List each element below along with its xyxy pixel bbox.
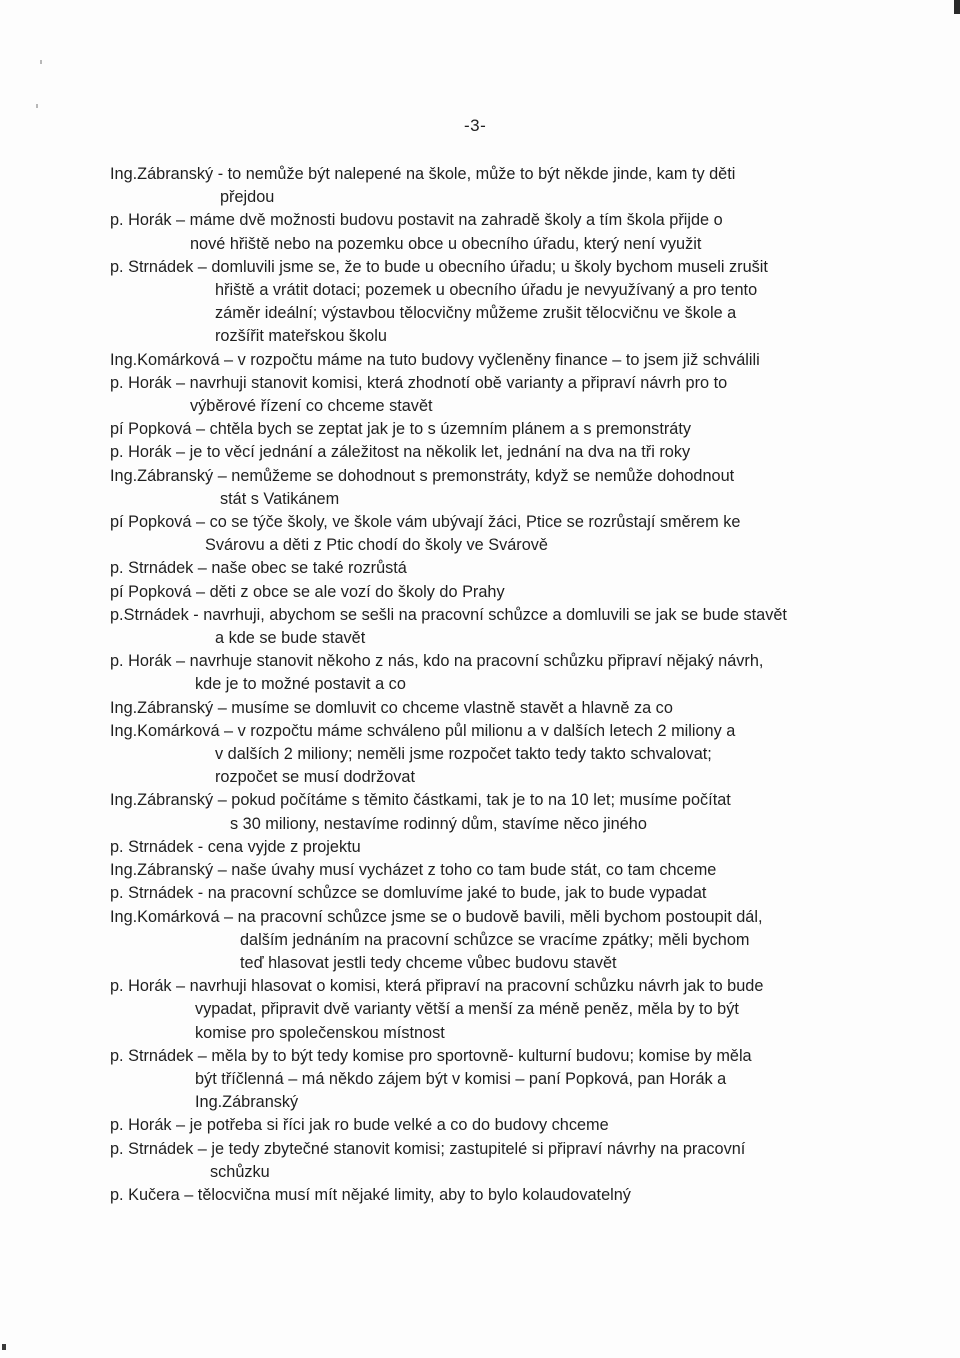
- minutes-entry: [110, 209, 890, 255]
- minutes-entry: [110, 163, 890, 209]
- entry-line-continuation: přejdou: [220, 188, 275, 207]
- scan-speck: [40, 60, 42, 64]
- page-number: -3-: [464, 116, 487, 135]
- minutes-entry: [110, 906, 890, 976]
- entry-line-continuation: záměr ideální; výstavbou tělocvičny můžeme zrušit tělocvičnu ve škole a: [215, 304, 737, 323]
- entry-line-first: pí Popková – chtěla bych se zeptat jak je to s územním plánem a s premonstráty: [110, 420, 691, 439]
- entry-line-first: p. Horák – máme dvě možnosti budovu postavit na zahradě školy a tím škola přijde o: [110, 211, 723, 230]
- entry-line-first: Ing.Zábranský – musíme se domluvit co chceme vlastně stavět a hlavně za co: [110, 698, 673, 717]
- minutes-entry: [110, 349, 890, 372]
- entry-line-first: p. Horák – navrhuji stanovit komisi, která zhodnotí obě varianty a připraví návrh pro to: [110, 373, 728, 392]
- minutes-entry: [110, 697, 890, 720]
- minutes-entry: [110, 418, 890, 441]
- minutes-entry: [110, 720, 890, 790]
- entry-line-continuation: výběrové řízení co chceme stavět: [190, 397, 433, 416]
- entry-line-continuation: teď hlasovat jestli tedy chceme vůbec budovu stavět: [240, 953, 617, 972]
- entry-line-continuation: kde je to možné postavit a co: [195, 675, 406, 694]
- entry-line-first: p. Horák – navrhuji hlasovat o komisi, která připraví na pracovní schůzku návrh jak to bude: [110, 977, 764, 996]
- entry-line-continuation: stát s Vatikánem: [220, 489, 340, 508]
- minutes-entry: [110, 256, 890, 349]
- scan-speck: [36, 104, 38, 108]
- minutes-entry: [110, 465, 890, 511]
- minutes-entry: [110, 882, 890, 905]
- entry-line-continuation: Svárovu a děti z Ptic chodí do školy ve Svárově: [205, 536, 548, 555]
- minutes-entry: [110, 1184, 890, 1207]
- entry-line-first: p. Strnádek – měla by to být tedy komise pro sportovně- kulturní budovu; komise by měla: [110, 1046, 752, 1065]
- minutes-entry: [110, 1045, 890, 1115]
- entry-line-first: p.Strnádek - navrhuji, abychom se sešli na pracovní schůzce a domluvili se jak se bude stavět: [110, 605, 787, 624]
- minutes-entry: [110, 1138, 890, 1184]
- minutes-entry: [110, 604, 890, 650]
- minutes-entry: [110, 836, 890, 859]
- entry-line-first: Ing.Komárková – na pracovní schůzce jsme se o budově bavili, měli bychom postoupit dál,: [110, 907, 763, 926]
- entry-line-first: p. Strnádek – je tedy zbytečné stanovit komisi; zastupitelé si připraví návrhy na pracovní: [110, 1139, 746, 1158]
- entry-line-continuation: dalším jednáním na pracovní schůzce se vracíme zpátky; měli bychom: [240, 930, 750, 949]
- entry-line-first: p. Horák – je potřeba si říci jak ro bude velké a co do budovy chceme: [110, 1116, 609, 1135]
- entry-line-first: Ing.Zábranský – naše úvahy musí vycházet z toho co tam bude stát, co tam chceme: [110, 861, 717, 880]
- entry-line-first: p. Kučera – tělocvična musí mít nějaké limity, aby to bylo kolaudovatelný: [110, 1185, 631, 1204]
- minutes-entry: [110, 650, 890, 696]
- entry-line-continuation: s 30 miliony, nestavíme rodinný dům, stavíme něco jiného: [230, 814, 647, 833]
- minutes-entry: [110, 441, 890, 464]
- entry-line-first: p. Strnádek - cena vyjde z projektu: [110, 837, 361, 856]
- entry-line-continuation: být tříčlenná – má někdo zájem být v komisi – paní Popková, pan Horák a: [195, 1069, 727, 1088]
- entry-line-continuation: rozpočet se musí dodržovat: [215, 768, 415, 787]
- minutes-entry: [110, 581, 890, 604]
- entry-line-first: Ing.Komárková – v rozpočtu máme na tuto budovy vyčleněny finance – to jsem již schválili: [110, 350, 760, 369]
- entry-line-first: pí Popková – co se týče školy, ve škole vám ubývají žáci, Ptice se rozrůstají směrem ke: [110, 513, 741, 532]
- minutes-entry: [110, 789, 890, 835]
- minutes-entry: [110, 1114, 890, 1137]
- entry-line-continuation: komise pro společenskou místnost: [195, 1023, 445, 1042]
- entry-line-continuation: Ing.Zábranský: [195, 1093, 299, 1112]
- entry-line-continuation: nové hřiště nebo na pozemku obce u obecního úřadu, který není využit: [190, 234, 702, 253]
- entry-line-first: p. Strnádek – naše obec se také rozrůstá: [110, 559, 407, 578]
- entry-line-first: p. Strnádek – domluvili jsme se, že to bude u obecního úřadu; u školy bychom museli zrušit: [110, 257, 768, 276]
- entry-line-continuation: schůzku: [210, 1162, 270, 1181]
- minutes-text: [110, 163, 890, 1207]
- entry-line-continuation: a kde se bude stavět: [215, 629, 366, 648]
- minutes-entry: [110, 859, 890, 882]
- entry-line-continuation: rozšířit mateřskou školu: [215, 327, 387, 346]
- entry-line-first: Ing.Zábranský - to nemůže být nalepené na škole, může to být někde jinde, kam ty děti: [110, 165, 736, 183]
- entry-line-first: p. Strnádek - na pracovní schůzce se domluvíme jaké to bude, jak to bude vypadat: [110, 884, 707, 903]
- entry-line-first: p. Horák – je to věcí jednání a záležitost na několik let, jednání na dva na tři roky: [110, 443, 691, 462]
- scan-corner-mark: [2, 1344, 6, 1350]
- minutes-entry: [110, 557, 890, 580]
- entry-line-continuation: hřiště a vrátit dotaci; pozemek u obecního úřadu je nevyužívaný a pro tento: [215, 281, 758, 300]
- entry-line-continuation: vypadat, připravit dvě varianty větší a menší za méně peněz, měla by to být: [195, 1000, 739, 1019]
- entry-line-first: Ing.Zábranský – nemůžeme se dohodnout s premonstráty, když se nemůže dohodnout: [110, 466, 735, 485]
- entry-line-first: pí Popková – děti z obce se ale vozí do školy do Prahy: [110, 582, 505, 601]
- scan-edge-mark: [954, 0, 960, 14]
- minutes-entry: [110, 372, 890, 418]
- entry-line-first: Ing.Zábranský – pokud počítáme s těmito částkami, tak je to na 10 let; musíme počítat: [110, 791, 731, 810]
- minutes-entry: [110, 975, 890, 1045]
- minutes-entry: [110, 511, 890, 557]
- entry-line-continuation: v dalších 2 miliony; neměli jsme rozpočet takto tedy takto schvalovat;: [215, 745, 712, 764]
- entry-line-first: Ing.Komárková – v rozpočtu máme schváleno půl milionu a v dalších letech 2 miliony a: [110, 721, 736, 740]
- entry-line-first: p. Horák – navrhuje stanovit někoho z nás, kdo na pracovní schůzku připraví nějaký návrh,: [110, 652, 764, 671]
